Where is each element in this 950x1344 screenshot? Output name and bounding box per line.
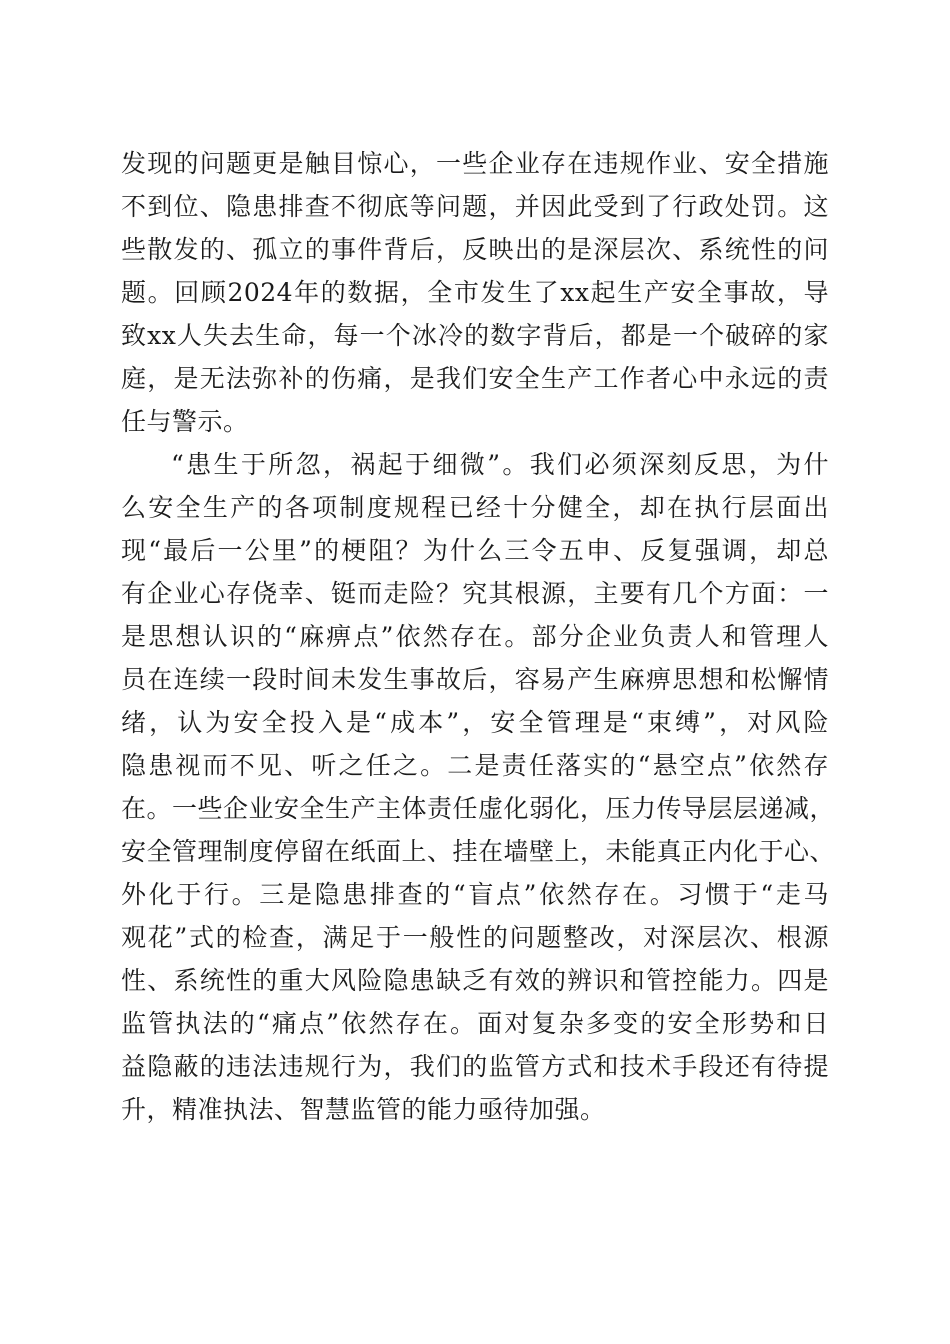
- text-line: 任与警示。: [121, 407, 249, 436]
- text-line: 么安全生产的各项制度规程已经十分健全，却在执行层面出: [121, 493, 829, 522]
- text-line: 性、系统性的重大风险隐患缺乏有效的辨识和管控能力。四是: [121, 966, 829, 995]
- paragraph-1: [121, 142, 829, 443]
- text-line: 外化于行。三是隐患排查的“盲点”依然存在。习惯于“走马: [121, 880, 829, 909]
- text-line: 绪，认为安全投入是“成本”，安全管理是“束缚”，对风险: [121, 708, 829, 737]
- text-line: 发现的问题更是触目惊心，一些企业存在违规作业、安全措施: [121, 149, 829, 178]
- text-line: 现“最后一公里”的梗阻？为什么三令五申、反复强调，却总: [121, 536, 829, 565]
- text-line: 安全管理制度停留在纸面上、挂在墙壁上，未能真正内化于心、: [121, 837, 836, 866]
- text-line: 不到位、隐患排查不彻底等问题，并因此受到了行政处罚。这: [121, 192, 829, 221]
- text-line: “患生于所忽，祸起于细微”。我们必须深刻反思，为什: [171, 450, 829, 479]
- text-line: 升，精准执法、智慧监管的能力亟待加强。: [121, 1095, 606, 1124]
- text-line: 益隐蔽的违法违规行为，我们的监管方式和技术手段还有待提: [121, 1052, 829, 1081]
- text-line: 些散发的、孤立的事件背后，反映出的是深层次、系统性的问: [121, 235, 829, 264]
- document-body: [121, 142, 836, 1131]
- text-line: 在。一些企业安全生产主体责任虚化弱化，压力传导层层递减，: [121, 794, 836, 823]
- text-line: 员在连续一段时间未发生事故后，容易产生麻痹思想和松懈情: [121, 665, 829, 694]
- text-line: 致xx人失去生命，每一个冰冷的数字背后，都是一个破碎的家: [121, 321, 829, 350]
- text-line: 题。回顾2024年的数据，全市发生了xx起生产安全事故，导: [121, 278, 829, 307]
- text-line: 监管执法的“痛点”依然存在。面对复杂多变的安全形势和日: [121, 1009, 829, 1038]
- text-line: 观花”式的检查，满足于一般性的问题整改，对深层次、根源: [121, 923, 829, 952]
- text-line: 隐患视而不见、听之任之。二是责任落实的“悬空点”依然存: [121, 751, 829, 780]
- text-line: 有企业心存侥幸、铤而走险？究其根源，主要有几个方面：一: [121, 579, 829, 608]
- text-line: 庭，是无法弥补的伤痛，是我们安全生产工作者心中永远的责: [121, 364, 829, 393]
- paragraph-2: [121, 443, 836, 1131]
- text-line: 是思想认识的“麻痹点”依然存在。部分企业负责人和管理人: [121, 622, 829, 651]
